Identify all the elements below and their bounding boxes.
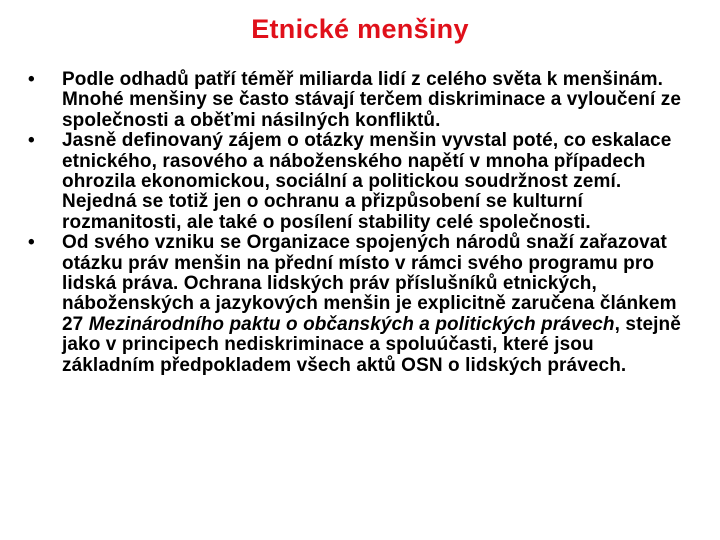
bullet-text-part: , stejně jako v principech nediskriminace a spoluúčasti, které jsou základním předpokladem všech aktů OSN o lidských právech. xyxy=(62,313,681,376)
bullet-list xyxy=(28,70,688,376)
bullet-item xyxy=(28,233,688,376)
bullet-marker: • xyxy=(28,69,35,90)
bullet-text xyxy=(62,232,681,375)
bullet-marker: • xyxy=(28,232,35,254)
treaty-name: Mezinárodního paktu o občanských a politických právech xyxy=(88,313,615,335)
bullet-marker: • xyxy=(28,130,35,152)
bullet-item xyxy=(28,70,688,131)
bullet-text-part: Od svého vzniku se Organizace spojených národů snaží zařazovat otázku práv menšin na přední místo v rámci svého programu pro lidská práva. Ochrana lidských práv příslušníků etnických, náboženských a jazykových menšin je explicitně zaručena článkem 27 xyxy=(62,232,677,335)
bullet-text: Jasně definovaný zájem o otázky menšin vyvstal poté, co eskalace etnického, rasového a náboženského napětí v mnoha případech ohrozila ekonomickou, sociální a politickou soudržnost zemí. Nejedná se totiž jen o ochranu a přizpůsobení se kulturní rozmanitosti, ale také o posílení stability celé společnosti. xyxy=(62,130,672,233)
slide-title: Etnické menšiny xyxy=(251,14,469,44)
bullet-text: Podle odhadů patří téměř miliarda lidí z celého světa k menšinám. Mnohé menšiny se často stávají terčem diskriminace a vyloučení ze společnosti a oběťmi násilných konfliktů. xyxy=(62,69,681,131)
bullet-item xyxy=(28,131,688,233)
